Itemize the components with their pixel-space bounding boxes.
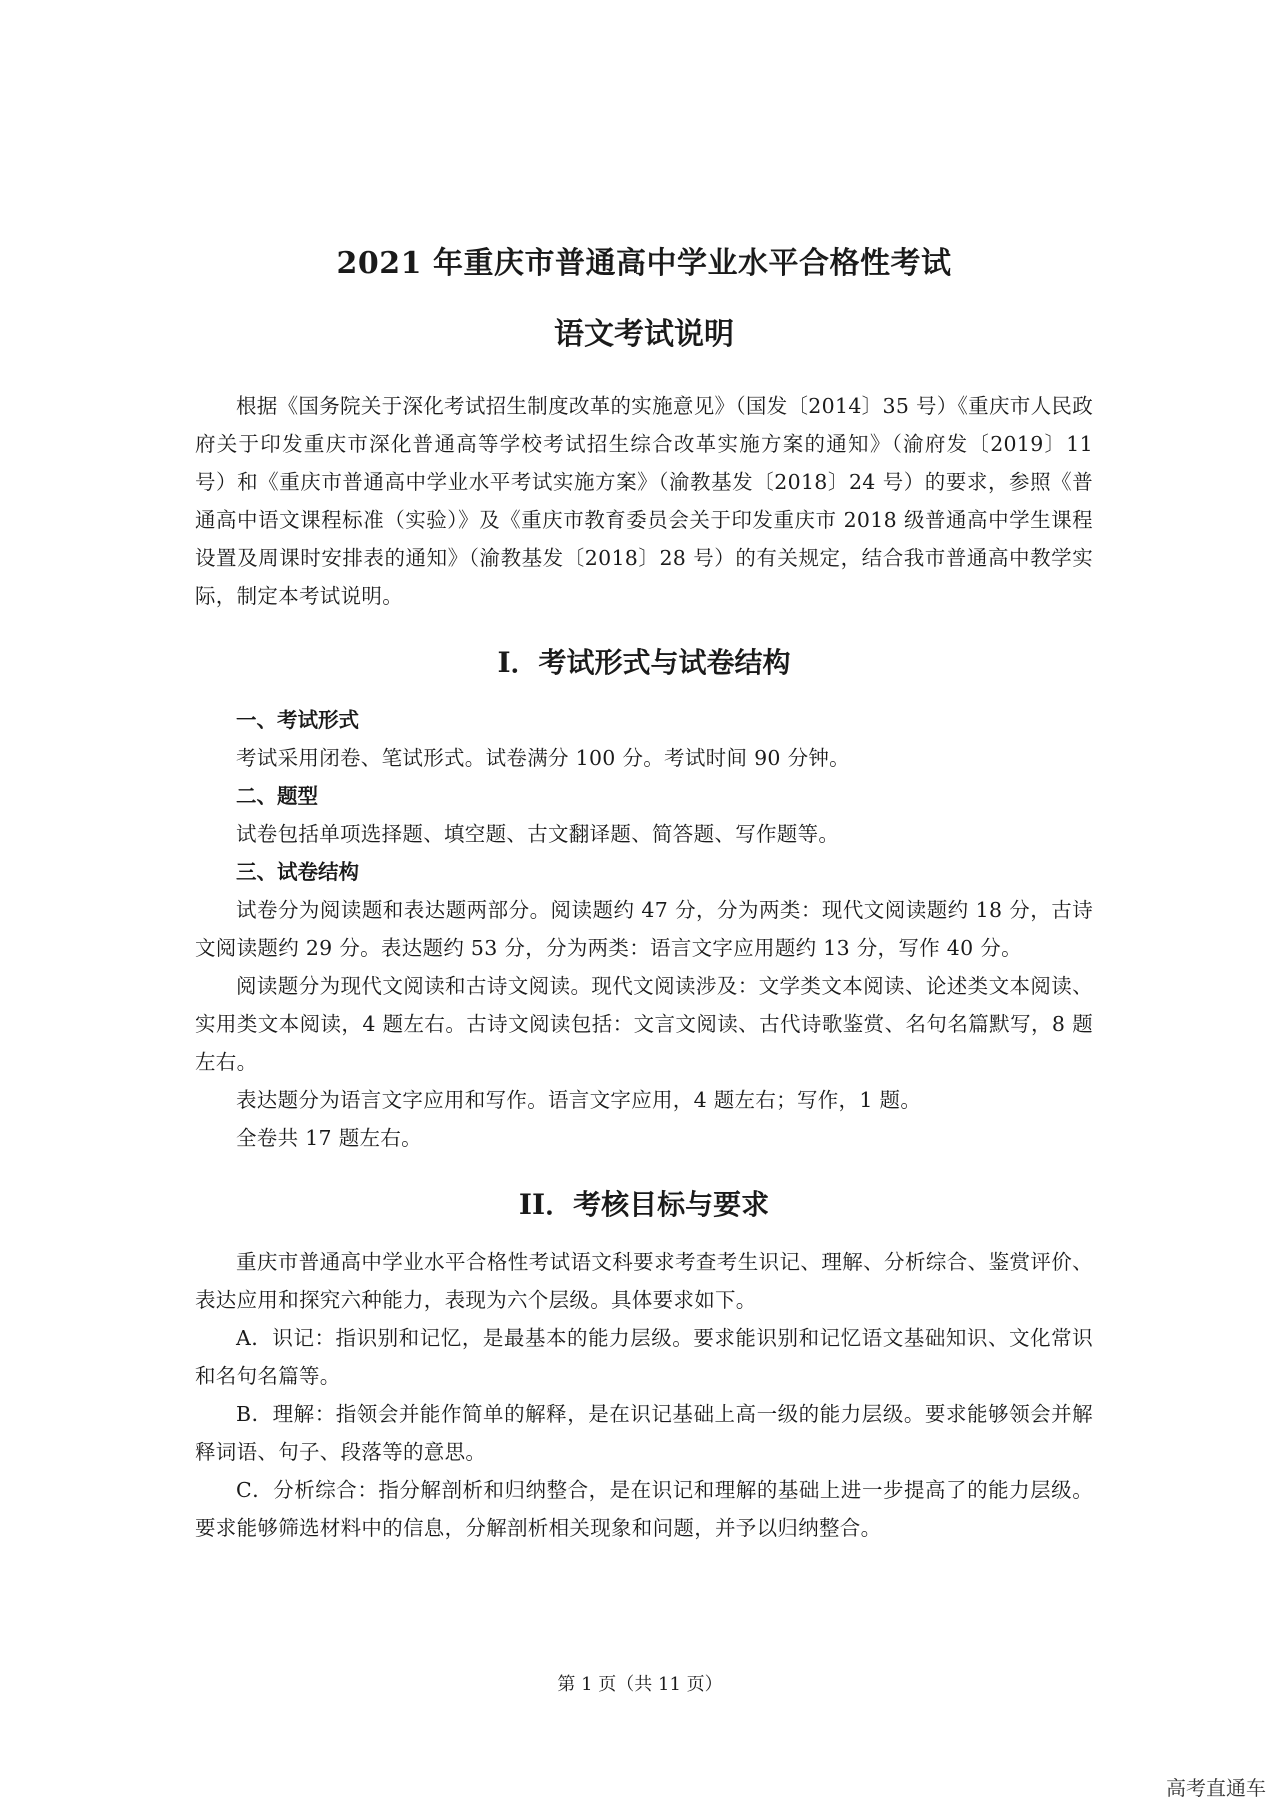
- paper-structure-paragraph-1: 试卷分为阅读题和表达题两部分。阅读题约 47 分，分为两类：现代文阅读题约 18 分，古诗文阅读题约 29 分。表达题约 53 分，分为两类：语言文字应用题约 13 分，写作 40 分。: [195, 898, 1093, 960]
- exam-format-heading: 一、考试形式: [236, 708, 359, 732]
- paper-structure-paragraph-2: 阅读题分为现代文阅读和古诗文阅读。现代文阅读涉及：文学类文本阅读、论述类文本阅读、实用类文本阅读，4 题左右。古诗文阅读包括：文言文阅读、古代诗歌鉴赏、名句名篇默写，8 题左右。: [195, 974, 1093, 1074]
- level-b-paragraph: B．理解：指领会并能作简单的解释，是在识记基础上高一级的能力层级。要求能够领会并解释词语、句子、段落等的意思。: [195, 1402, 1093, 1464]
- document-title: 2021 年重庆市普通高中学业水平合格性考试: [336, 246, 952, 281]
- paper-structure-paragraph-4: 全卷共 17 题左右。: [236, 1126, 422, 1150]
- page-number-footer: 第 1 页（共 11 页）: [557, 1674, 723, 1695]
- document-body: [195, 242, 1093, 1547]
- question-types-heading: 二、题型: [236, 784, 318, 808]
- intro-paragraph: 根据《国务院关于深化考试招生制度改革的实施意见》（国发〔2014〕35 号）《重庆市人民政府关于印发重庆市深化普通高等学校考试招生综合改革实施方案的通知》（渝府发〔2019〕11 号）和《重庆市普通高中学业水平考试实施方案》（渝教基发〔2018〕24 号）的要求，参照《普通高中语文课程标准（实验）》及《重庆市教育委员会关于印发重庆市 2018 级普通高中学生课程设置及周课时安排表的通知》（渝教基发〔2018〕28 号）的有关规定，结合我市普通高中教学实际，制定本考试说明。: [195, 394, 1093, 608]
- document-subtitle: 语文考试说明: [554, 317, 734, 352]
- assessment-goals-paragraph: 重庆市普通高中学业水平合格性考试语文科要求考查考生识记、理解、分析综合、鉴赏评价、表达应用和探究六种能力，表现为六个层级。具体要求如下。: [195, 1250, 1093, 1312]
- exam-format-text: 考试采用闭卷、笔试形式。试卷满分 100 分。考试时间 90 分钟。: [236, 746, 850, 770]
- paper-structure-paragraph-3: 表达题分为语言文字应用和写作。语言文字应用，4 题左右；写作，1 题。: [236, 1088, 922, 1112]
- paper-structure-heading: 三、试卷结构: [236, 860, 359, 884]
- question-types-text: 试卷包括单项选择题、填空题、古文翻译题、简答题、写作题等。: [236, 822, 840, 846]
- watermark-text: 高考直通车: [1166, 1776, 1266, 1800]
- level-a-paragraph: A．识记：指识别和记忆，是最基本的能力层级。要求能识别和记忆语文基础知识、文化常识和名句名篇等。: [195, 1326, 1093, 1388]
- section-2-heading: II．考核目标与要求: [518, 1188, 770, 1221]
- level-c-paragraph: C．分析综合：指分解剖析和归纳整合，是在识记和理解的基础上进一步提高了的能力层级。要求能够筛选材料中的信息，分解剖析相关现象和问题，并予以归纳整合。: [195, 1478, 1093, 1540]
- section-1-heading: I．考试形式与试卷结构: [497, 646, 791, 679]
